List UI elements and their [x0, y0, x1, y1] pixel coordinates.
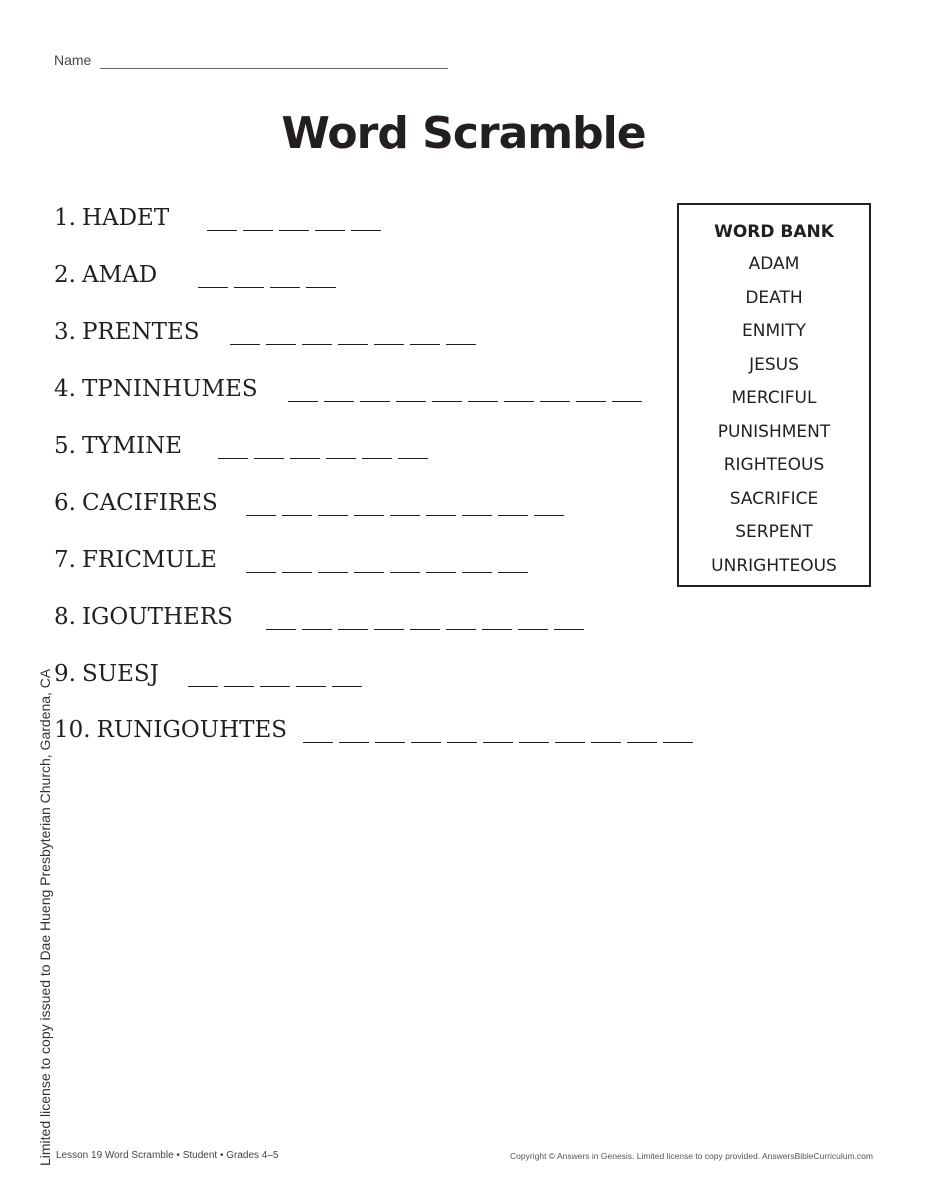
word-bank-item: ADAM	[748, 254, 800, 274]
letter-blank[interactable]	[410, 344, 440, 345]
answer-blanks[interactable]	[230, 319, 476, 349]
word-bank-item: ENMITY	[742, 321, 806, 341]
letter-blank[interactable]	[318, 572, 348, 573]
scrambled-word: SUESJ	[81, 661, 159, 687]
scrambled-word: FRICMULE	[81, 547, 217, 573]
scrambled-word: PRENTES	[81, 319, 200, 345]
letter-blank[interactable]	[339, 742, 369, 743]
puzzle-number: 9.	[54, 661, 76, 687]
letter-blank[interactable]	[230, 344, 260, 345]
word-bank-item: SERPENT	[735, 522, 813, 542]
letter-blank[interactable]	[555, 742, 585, 743]
scrambled-word: HADET	[81, 205, 170, 231]
letter-blank[interactable]	[374, 629, 404, 630]
letter-blank[interactable]	[462, 515, 492, 516]
letter-blank[interactable]	[468, 401, 498, 402]
puzzle-number: 10.	[54, 717, 91, 743]
name-input-line[interactable]	[100, 68, 448, 69]
letter-blank[interactable]	[266, 629, 296, 630]
letter-blank[interactable]	[302, 629, 332, 630]
answer-blanks[interactable]	[207, 205, 381, 235]
puzzle-number: 3.	[54, 319, 76, 345]
letter-blank[interactable]	[446, 344, 476, 345]
letter-blank[interactable]	[390, 515, 420, 516]
letter-blank[interactable]	[332, 686, 362, 687]
letter-blank[interactable]	[306, 287, 336, 288]
letter-blank[interactable]	[390, 572, 420, 573]
puzzle-number: 5.	[54, 433, 76, 459]
letter-blank[interactable]	[270, 287, 300, 288]
letter-blank[interactable]	[627, 742, 657, 743]
letter-blank[interactable]	[411, 742, 441, 743]
word-bank-title: WORD BANK	[714, 222, 834, 242]
scrambled-word: CACIFIRES	[81, 490, 218, 516]
letter-blank[interactable]	[254, 458, 284, 459]
answer-blanks[interactable]	[288, 376, 642, 406]
letter-blank[interactable]	[324, 401, 354, 402]
puzzle-number: 7.	[54, 547, 76, 573]
scrambled-word: IGOUTHERS	[81, 604, 233, 630]
letter-blank[interactable]	[224, 686, 254, 687]
puzzle-row	[54, 433, 182, 463]
puzzle-row	[54, 661, 159, 691]
letter-blank[interactable]	[282, 515, 312, 516]
letter-blank[interactable]	[498, 515, 528, 516]
letter-blank[interactable]	[540, 401, 570, 402]
letter-blank[interactable]	[318, 515, 348, 516]
puzzle-row	[54, 262, 157, 292]
puzzle-row	[54, 205, 169, 235]
answer-blanks[interactable]	[246, 547, 528, 577]
letter-blank[interactable]	[302, 344, 332, 345]
letter-blank[interactable]	[288, 401, 318, 402]
puzzle-row	[54, 490, 218, 520]
letter-blank[interactable]	[362, 458, 392, 459]
footer-copyright: Copyright © Answers in Genesis. Limited license to copy provided. AnswersBibleCurriculum.com	[510, 1151, 873, 1161]
puzzle-row	[54, 319, 200, 349]
letter-blank[interactable]	[398, 458, 428, 459]
scrambled-word: RUNIGOUHTES	[96, 717, 288, 743]
word-bank-item: JESUS	[749, 354, 799, 375]
letter-blank[interactable]	[326, 458, 356, 459]
scrambled-word: TPNINHUMES	[81, 376, 258, 402]
letter-blank[interactable]	[360, 401, 390, 402]
puzzle-row	[54, 717, 287, 747]
letter-blank[interactable]	[426, 572, 456, 573]
letter-blank[interactable]	[518, 629, 548, 630]
letter-blank[interactable]	[198, 287, 228, 288]
letter-blank[interactable]	[504, 401, 534, 402]
answer-blanks[interactable]	[188, 661, 362, 691]
answer-blanks[interactable]	[303, 717, 693, 747]
letter-blank[interactable]	[554, 629, 584, 630]
letter-blank[interactable]	[234, 287, 264, 288]
letter-blank[interactable]	[432, 401, 462, 402]
answer-blanks[interactable]	[266, 604, 584, 634]
footer-lesson-info: Lesson 19 Word Scramble • Student • Grades 4–5	[56, 1150, 279, 1161]
letter-blank[interactable]	[446, 629, 476, 630]
letter-blank[interactable]	[260, 686, 290, 687]
letter-blank[interactable]	[396, 401, 426, 402]
letter-blank[interactable]	[519, 742, 549, 743]
letter-blank[interactable]	[338, 344, 368, 345]
letter-blank[interactable]	[374, 344, 404, 345]
letter-blank[interactable]	[303, 742, 333, 743]
word-bank-list	[679, 254, 869, 589]
letter-blank[interactable]	[498, 572, 528, 573]
puzzle-number: 1.	[54, 205, 76, 231]
letter-blank[interactable]	[354, 515, 384, 516]
letter-blank[interactable]	[591, 742, 621, 743]
answer-blanks[interactable]	[246, 490, 564, 520]
letter-blank[interactable]	[447, 742, 477, 743]
letter-blank[interactable]	[612, 401, 642, 402]
scrambled-word: TYMINE	[81, 433, 183, 459]
letter-blank[interactable]	[266, 344, 296, 345]
word-bank-item: PUNISHMENT	[717, 421, 831, 442]
letter-blank[interactable]	[290, 458, 320, 459]
letter-blank[interactable]	[246, 572, 276, 573]
letter-blank[interactable]	[188, 686, 218, 687]
word-bank-item: RIGHTEOUS	[723, 455, 825, 475]
letter-blank[interactable]	[315, 230, 345, 231]
word-bank-item: DEATH	[745, 287, 803, 308]
puzzle-number: 4.	[54, 376, 76, 402]
license-note: Limited license to copy issued to Dae Hueng Presbyterian Church, Gardena, CA	[37, 668, 53, 1166]
word-bank-item: UNRIGHTEOUS	[711, 555, 837, 576]
answer-blanks[interactable]	[218, 433, 428, 463]
letter-blank[interactable]	[534, 515, 564, 516]
letter-blank[interactable]	[462, 572, 492, 573]
letter-blank[interactable]	[663, 742, 693, 743]
letter-blank[interactable]	[410, 629, 440, 630]
page-title: Word Scramble	[281, 108, 646, 159]
letter-blank[interactable]	[426, 515, 456, 516]
letter-blank[interactable]	[243, 230, 273, 231]
letter-blank[interactable]	[282, 572, 312, 573]
letter-blank[interactable]	[482, 629, 512, 630]
word-bank	[677, 203, 871, 587]
letter-blank[interactable]	[279, 230, 309, 231]
letter-blank[interactable]	[246, 515, 276, 516]
letter-blank[interactable]	[375, 742, 405, 743]
puzzle-number: 2.	[54, 262, 76, 288]
puzzle-row	[54, 376, 258, 406]
word-bank-item: MERCIFUL	[731, 388, 817, 408]
scrambled-word: AMAD	[81, 262, 158, 288]
letter-blank[interactable]	[296, 686, 326, 687]
letter-blank[interactable]	[207, 230, 237, 231]
puzzle-row	[54, 547, 217, 577]
letter-blank[interactable]	[576, 401, 606, 402]
word-bank-item: SACRIFICE	[729, 488, 819, 509]
letter-blank[interactable]	[354, 572, 384, 573]
name-label: Name	[54, 52, 92, 68]
letter-blank[interactable]	[218, 458, 248, 459]
puzzle-number: 8.	[54, 604, 76, 630]
letter-blank[interactable]	[351, 230, 381, 231]
letter-blank[interactable]	[483, 742, 513, 743]
letter-blank[interactable]	[338, 629, 368, 630]
answer-blanks[interactable]	[198, 262, 336, 292]
puzzle-number: 6.	[54, 490, 76, 516]
puzzle-row	[54, 604, 233, 634]
